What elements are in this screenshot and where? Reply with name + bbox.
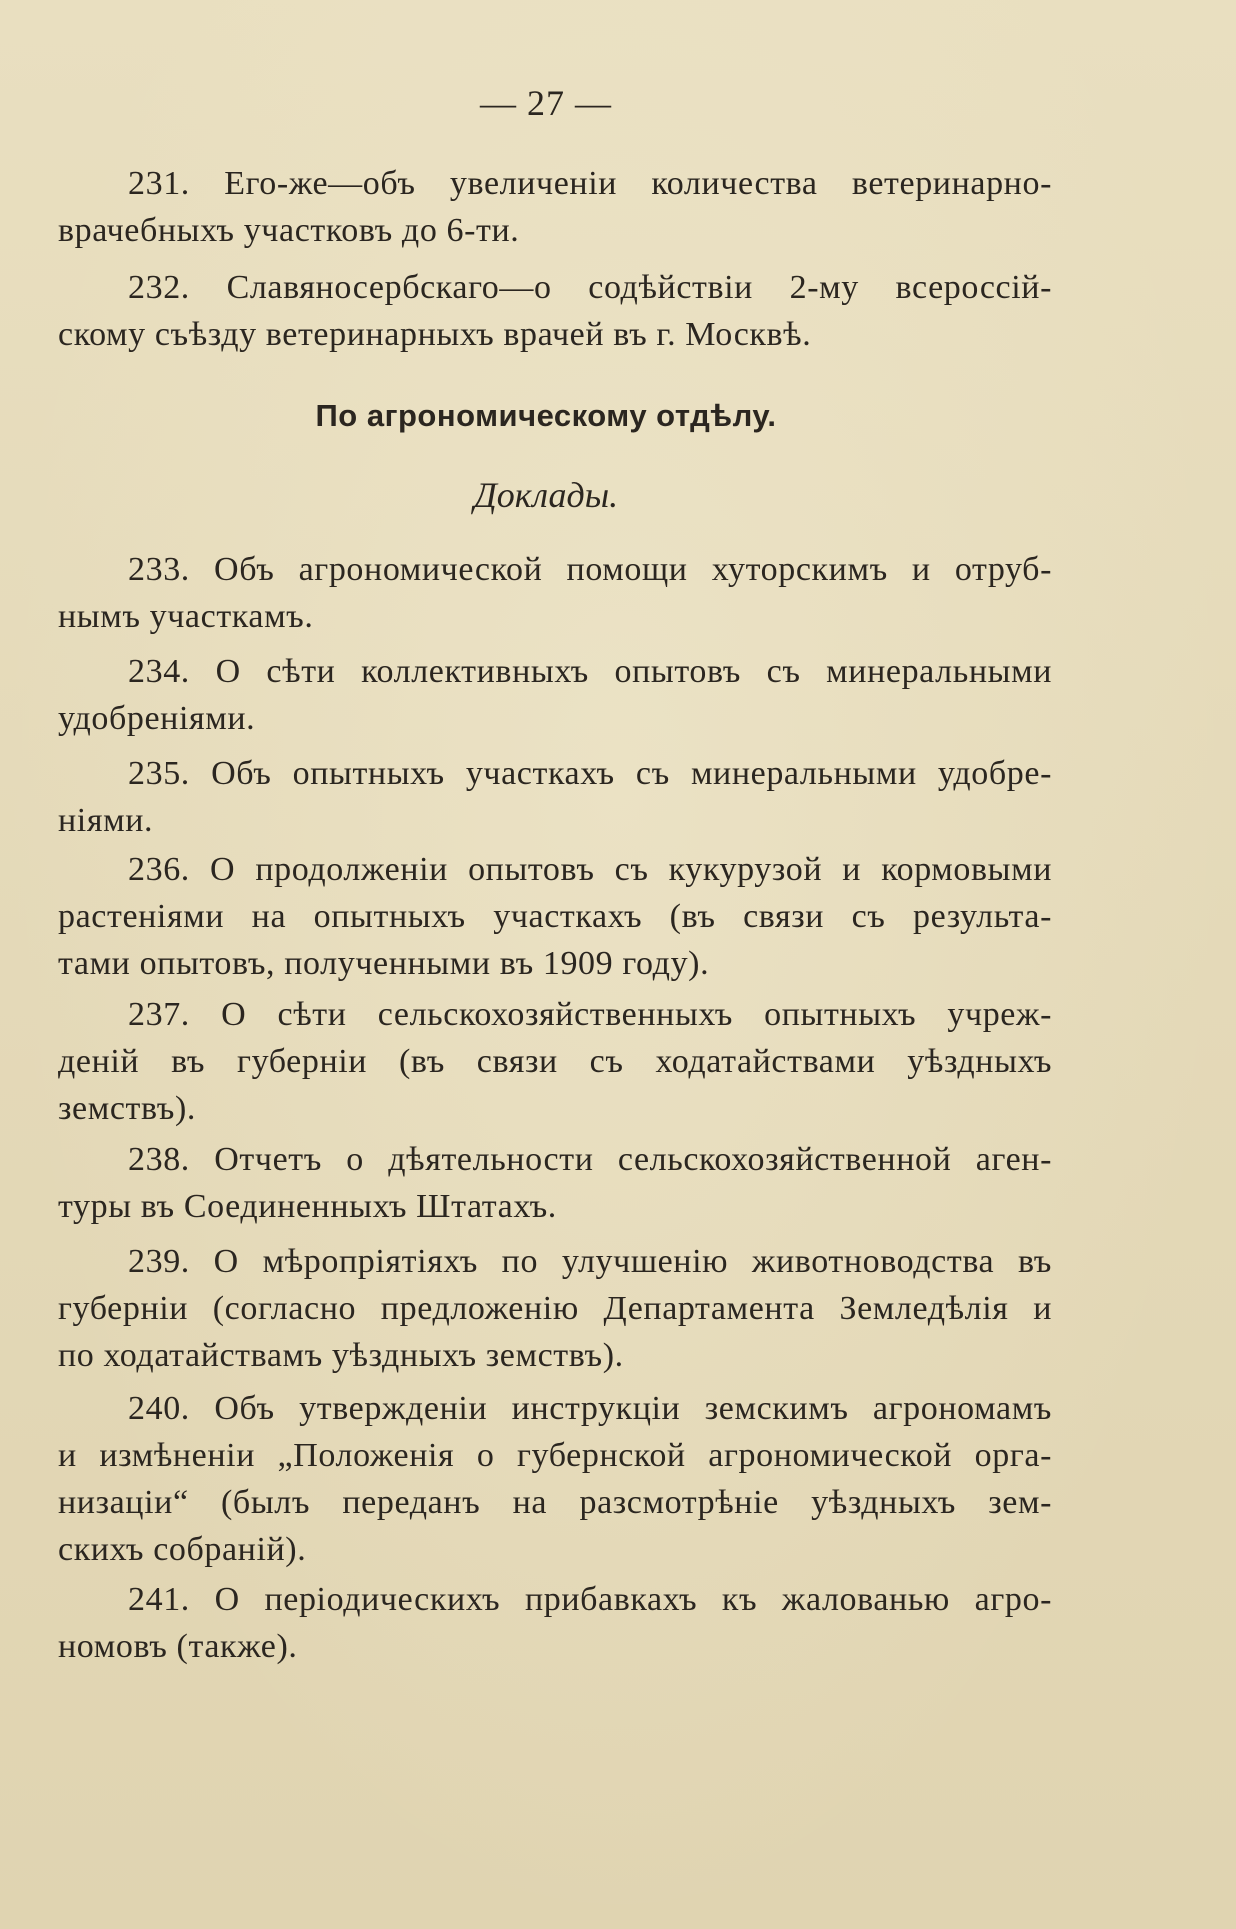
report-241 [58,1576,1052,1670]
text-line: 231. Его-же—объ увеличеніи количества ветеринарно- [128,165,1052,202]
report-240 [58,1385,1052,1573]
text-line: и измѣненіи „Положенія о губернской агрономической орга- [58,1437,1052,1474]
text-line: губерніи (согласно предложенію Департамента Земледѣлія и [58,1290,1052,1327]
item-232 [58,264,1052,358]
text-line: удобреніями. [58,700,256,737]
text-line: тами опытовъ, полученными въ 1909 году). [58,945,710,982]
text-line: ніями. [58,802,154,839]
text-line: 240. Объ утвержденіи инструкціи земскимъ агрономамъ [128,1390,1052,1427]
report-238 [58,1136,1052,1230]
section-title: По агрономическому отдѣлу. [315,398,777,433]
text-line: земствъ). [58,1090,196,1127]
report-234 [58,648,1052,742]
text-line: 235. Объ опытныхъ участкахъ съ минеральными удобре- [128,755,1052,792]
text-line: номовъ (также). [58,1628,298,1665]
subsection-title: Доклады. [473,475,619,515]
text-line: 233. Объ агрономической помощи хуторскимъ и отруб- [128,551,1052,588]
text-line: скому съѣзду ветеринарныхъ врачей въ г. Москвѣ. [58,316,812,353]
text-line: 239. О мѣропріятіяхъ по улучшенію животноводства въ [128,1243,1052,1280]
text-line: 236. О продолженіи опытовъ съ кукурузой и кормовыми [128,851,1052,888]
text-line: 234. О сѣти коллективныхъ опытовъ съ минеральными [128,653,1052,690]
page-number: — 27 — [480,83,612,123]
report-237 [58,991,1052,1132]
text-line: 237. О сѣти сельскохозяйственныхъ опытныхъ учреж- [128,996,1052,1033]
text-line: туры въ Соединенныхъ Штатахъ. [58,1188,557,1225]
text-line: низаціи“ (былъ переданъ на разсмотрѣніе уѣздныхъ зем- [58,1484,1052,1521]
text-line: 241. О періодическихъ прибавкахъ къ жалованью агро- [128,1581,1052,1618]
text-line: деній въ губерніи (въ связи съ ходатайствами уѣздныхъ [58,1043,1052,1080]
report-233 [58,546,1052,640]
text-line: нымъ участкамъ. [58,598,314,635]
text-line: врачебныхъ участковъ до 6-ти. [58,212,520,249]
text-line: 232. Славяносербскаго—о содѣйствіи 2-му всероссій- [128,269,1052,306]
item-231 [58,160,1052,254]
text-line: растеніями на опытныхъ участкахъ (въ связи съ результа- [58,898,1052,935]
text-line: 238. Отчетъ о дѣятельности сельскохозяйственной аген- [128,1141,1052,1178]
report-239 [58,1238,1052,1379]
report-236 [58,846,1052,987]
text-line: по ходатайствамъ уѣздныхъ земствъ). [58,1337,624,1374]
report-235 [58,750,1052,844]
text-line: скихъ собраній). [58,1531,307,1568]
